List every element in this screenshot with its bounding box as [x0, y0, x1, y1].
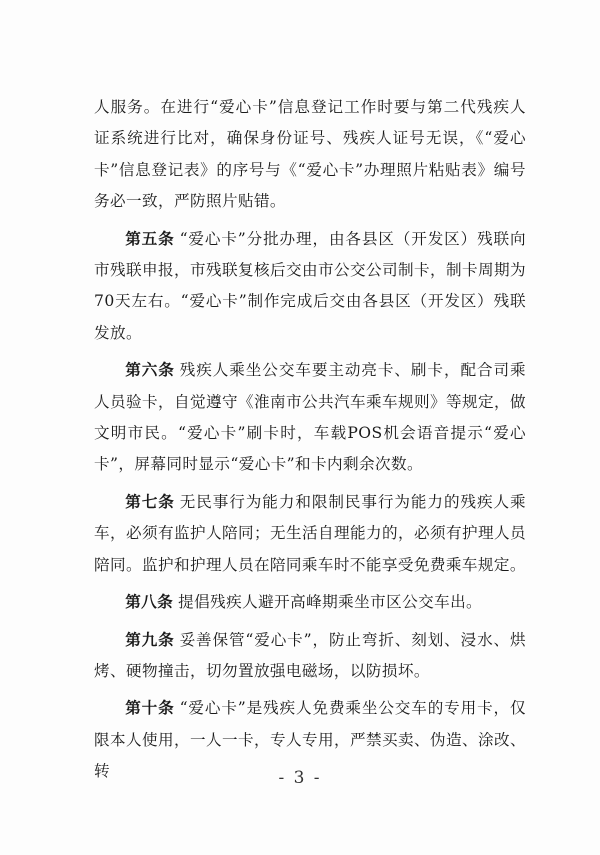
article-heading: 第九条 — [125, 629, 175, 649]
article-heading: 第十条 — [125, 698, 175, 718]
paragraph-text: 提倡残疾人避开高峰期乘坐市区公交车出。 — [178, 593, 483, 612]
paragraph-article-6 — [94, 354, 526, 481]
paragraph-article-9 — [94, 624, 526, 688]
paragraph-text: “爱心卡”分批办理，由各县区（开发区）残联向市残联申报，市残联复核后交由市公交公司制卡，制卡周期为70天左右。“爱心卡”制作完成后交由各县区（开发区）残联发放。 — [94, 229, 527, 342]
article-heading: 第八条 — [125, 592, 174, 612]
paragraph-article-7 — [94, 486, 526, 581]
paragraph-article-5 — [94, 223, 526, 350]
paragraph-text: “爱心卡”是残疾人免费乘坐公交车的专用卡，仅限本人使用，一人一卡，专人专用，严禁买卖、伪造、涂改、转 — [94, 699, 527, 781]
paragraph-text: 无民事行为能力和限制民事行为能力的残疾人乘车，必须有监护人陪同；无生活自理能力的，必须有护理人员陪同。监护和护理人员在陪同乘车时不能享受免费乘车规定。 — [94, 492, 526, 574]
article-heading: 第七条 — [125, 491, 175, 511]
paragraph-text: 残疾人乘坐公交车要主动亮卡、刷卡，配合司乘人员验卡，自觉遵守《淮南市公共汽车乘车规则》等规定，做文明市民。“爱心卡”刷卡时，车载POS机会语音提示“爱心卡”，屏幕同时显示“爱心卡”和卡内剩余次数。 — [94, 361, 526, 474]
document-body — [94, 92, 526, 788]
paragraph-continuation — [94, 92, 526, 218]
paragraph-text: 妥善保管“爱心卡”，防止弯折、刻划、浸水、烘烤、硬物撞击，切勿置放强电磁场，以防损坏。 — [94, 630, 527, 680]
page-number: - 3 - — [278, 768, 322, 788]
article-heading: 第六条 — [125, 360, 175, 380]
article-heading: 第五条 — [125, 228, 175, 248]
paragraph-article-8 — [94, 586, 526, 618]
paragraph-text: 人服务。在进行“爱心卡”信息登记工作时要与第二代残疾人证系统进行比对，确保身份证号、残疾人证号无误，《“爱心卡”信息登记表》的序号与《“爱心卡”办理照片粘贴表》编号务必一致，严防照片贴错。 — [94, 98, 526, 211]
